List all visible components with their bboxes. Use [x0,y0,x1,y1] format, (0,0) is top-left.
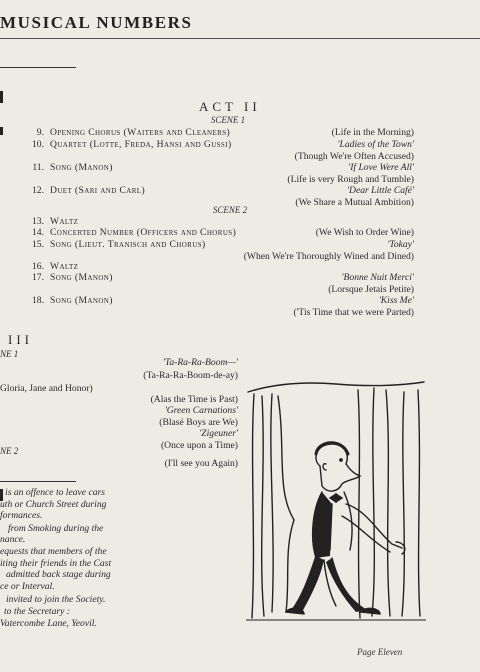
entry-number: 14. [32,227,44,238]
notice-line: formances. [0,510,43,521]
song-title: 'Tokay' [387,239,414,250]
act-three-song-title: 'Green Carnations' [164,405,238,416]
musical-number-entry [20,163,414,186]
entry-description: Opening Chorus (Waiters and Cleaners) [50,127,231,138]
entry-number: 15. [32,239,44,250]
page-header-title: MUSICAL NUMBERS [0,13,193,32]
musical-number-entry [20,128,414,140]
musical-number-entry [20,140,414,163]
page-number-label: Page Eleven [357,647,403,657]
entry-number: 17. [32,272,44,283]
notice-line: ce or Interval. [0,581,55,592]
entry-number: 9. [36,127,44,138]
act-two-scene-two-label: SCENE 2 [212,205,248,215]
entry-number: 18. [32,295,44,306]
song-subtitle: (Lorsque Jetais Petite) [328,283,414,295]
notice-line: iting their friends in the Cast [0,558,112,569]
song-subtitle: (We Share a Mutual Ambition) [295,196,414,208]
notice-line: invited to join the Society. [6,594,106,605]
act-three-scene-one-fragment: NE 1 [0,349,19,359]
header-rule [0,38,480,39]
act-three-scene-two-fragment: NE 2 [0,446,19,456]
entry-description: Concerted Number (Officers and Chorus) [50,227,237,238]
musical-number-entry [20,273,414,296]
margin-mark [0,127,3,135]
act-three-cast-fragment: Gloria, Jane and Honor) [0,383,93,394]
entry-description: Song (Manon) [50,295,113,306]
act-three-song-title: 'Ta-Ra-Ra-Boom—' [162,357,238,368]
notice-line: from Smoking during the [8,523,104,534]
notice-line: admitted back stage during [6,569,111,580]
margin-mark [0,91,3,103]
musical-number-entry [20,240,414,263]
entry-description: Waltz [50,216,79,227]
song-subtitle: (Though We're Often Accused) [294,150,414,162]
entry-description: Duet (Sari and Carl) [50,185,146,196]
act-three-song-subtitle: (Alas the Time is Past) [150,394,238,405]
song-subtitle: ('Tis Time that we were Parted) [293,306,414,318]
entry-description: Waltz [50,261,79,272]
entry-description: Song (Manon) [50,162,113,173]
act-three-song-title: 'Zigeuner' [199,428,238,439]
act-three-title-fragment: III [8,332,33,347]
act-three-song-subtitle: (Ta-Ra-Ra-Boom-de-ay) [143,370,238,381]
act-three-song-subtitle: (I'll see you Again) [164,458,238,469]
entry-number: 12. [32,185,44,196]
song-subtitle: (When We're Thoroughly Wined and Dined) [243,250,414,262]
notice-line: equests that members of the [0,546,107,557]
notice-line: uth or Church Street during [0,499,107,510]
song-title: 'Ladies of the Town' [337,139,414,150]
song-title: 'Bonne Nuit Merci' [341,272,414,283]
notice-rule [0,481,76,482]
song-subtitle: (We Wish to Order Wine) [315,227,414,238]
notice-line: nance. [0,534,26,545]
musical-number-entry [20,228,414,240]
act-three-song-subtitle: (Blasé Boys are We) [159,417,238,428]
entry-description: Song (Lieut. Tranisch and Chorus) [50,239,206,250]
notice-line: Vatercombe Lane, Yeovil. [0,618,97,629]
song-title: 'If Love Were All' [348,162,414,173]
song-title: 'Kiss Me' [378,295,414,306]
entry-number: 16. [32,261,44,272]
notice-line: to the Secretary : [4,606,70,617]
entry-number: 11. [32,162,44,173]
curtain-performer-illustration [246,380,426,630]
musical-number-entry [20,296,414,319]
entry-description: Quartet (Lotte, Freda, Hansi and Gussi) [50,139,232,150]
entry-number: 13. [32,216,44,227]
act-two-scene-one-label: SCENE 1 [210,115,246,125]
act-three-song-subtitle: (Once upon a Time) [160,440,238,451]
section-rule [0,67,76,68]
entry-number: 10. [32,139,44,150]
song-subtitle: (Life is very Rough and Tumble) [287,173,414,185]
act-two-title: ACT II [199,99,261,114]
notice-line: t is an offence to leave cars [0,487,105,498]
entry-description: Song (Manon) [50,272,113,283]
song-title: 'Dear Little Café' [347,185,414,196]
song-subtitle: (Life in the Morning) [331,127,414,138]
